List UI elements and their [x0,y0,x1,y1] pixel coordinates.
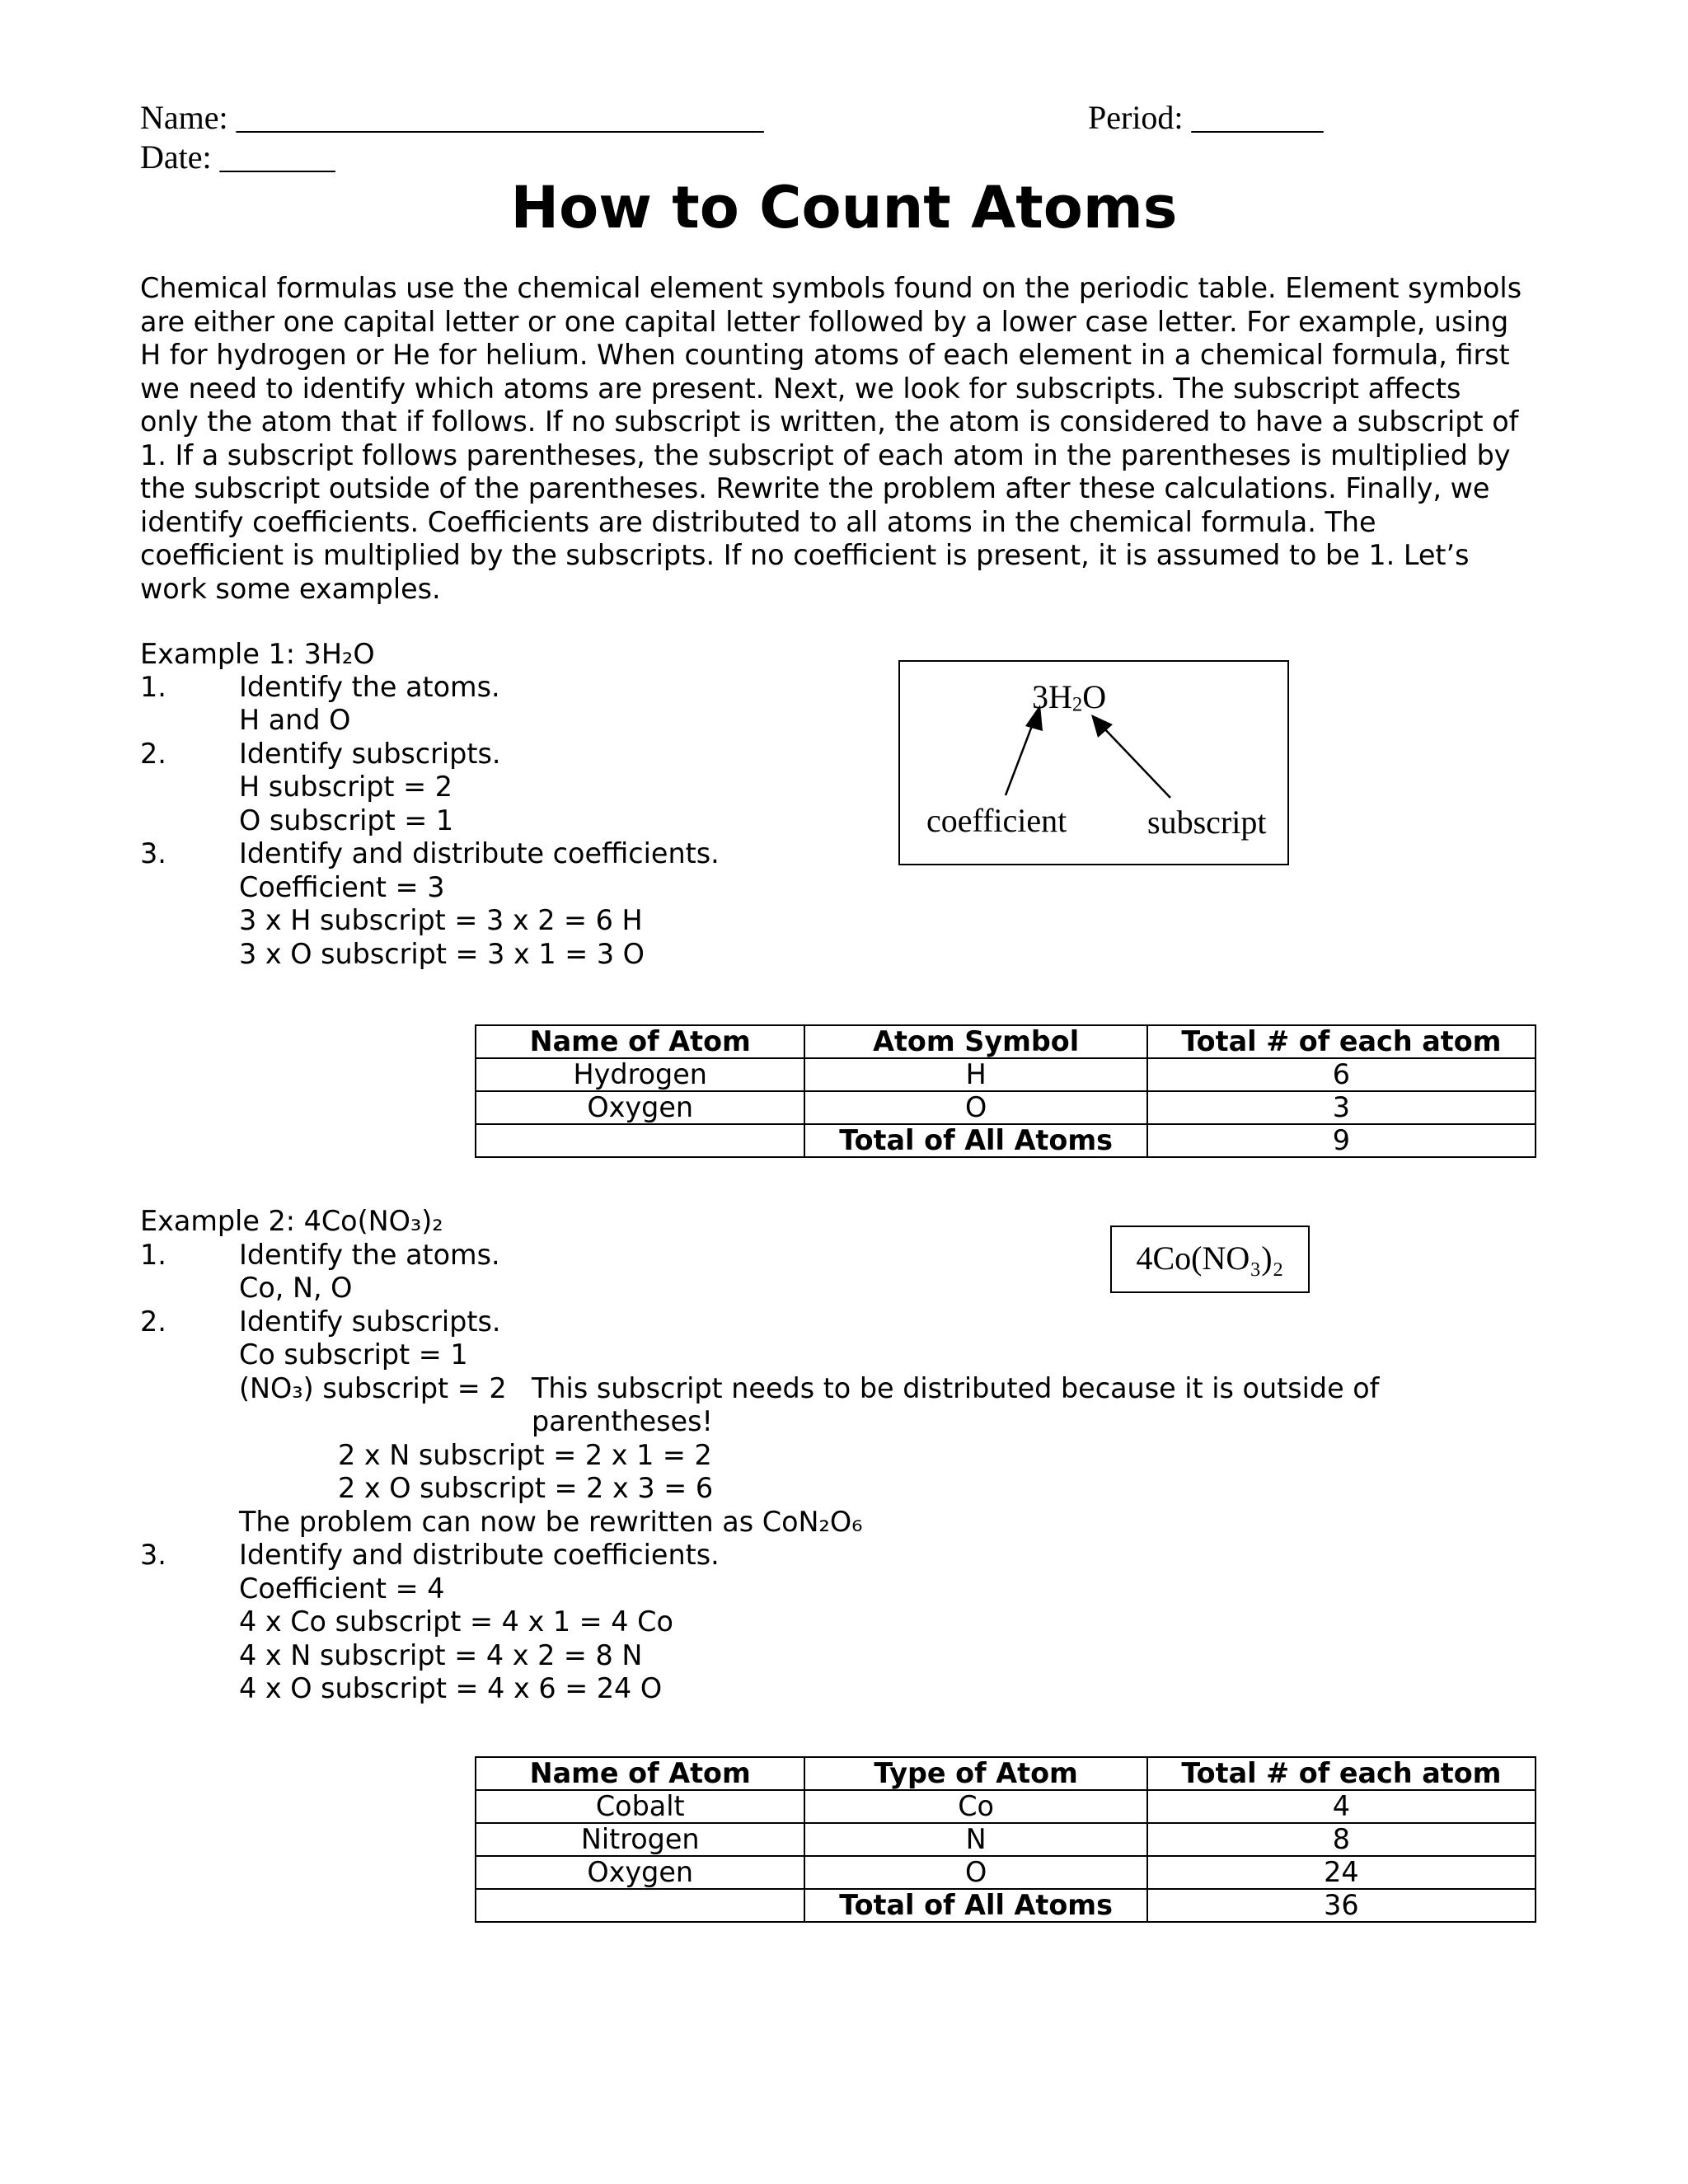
step-number: 1. [140,671,166,703]
table-total-row [476,1124,1536,1157]
page-title: How to Count Atoms [510,174,1178,241]
intro-line: are either one capital letter or one capital letter followed by a lower case letter. For example, using [140,305,1509,338]
coefficient-arrow [1006,719,1034,795]
table-cell-empty [476,1889,804,1922]
step-note: This subscript needs to be distributed because it is outside of [532,1372,1380,1404]
table-cell: O [804,1091,1146,1124]
intro-line: Chemical formulas use the chemical element symbols found on the periodic table. Element symbols [140,272,1522,304]
step-number: 1. [140,1239,166,1271]
table-cell: N [804,1823,1146,1856]
intro-line: work some examples. [140,572,441,605]
formula-diagram [898,660,1289,865]
date-field [140,138,335,176]
subscript-label: subscript [1147,804,1267,841]
table-cell: Oxygen [476,1856,804,1889]
period-blank[interactable]: ________ [1191,99,1324,136]
step-detail: Coefficient = 3 [239,871,445,903]
table-cell: 3 [1147,1091,1536,1124]
table-cell: Hydrogen [476,1058,804,1091]
formula-end: O [1082,678,1107,715]
step-text: Identify subscripts. [239,1305,501,1338]
step-calc: 2 x O subscript = 2 x 3 = 6 [338,1472,714,1504]
formula-main: 3H [1032,678,1072,715]
table-header: Atom Symbol [804,1025,1146,1058]
coefficient-label: coefficient [926,802,1067,839]
formula-box-text: 4Co(NO₃)₂ [1136,1240,1284,1277]
table-total-row [476,1889,1536,1922]
step-number: 3. [140,837,166,869]
name-field [140,99,764,137]
name-label: Name: [140,99,228,136]
step-detail: H subscript = 2 [239,771,452,803]
table-cell: H [804,1058,1146,1091]
example-2-table [475,1756,1536,1923]
step-detail: O subscript = 1 [239,804,454,837]
table-cell: Cobalt [476,1790,804,1823]
step-detail: (NO₃) subscript = 2 [239,1372,507,1404]
intro-line: only the atom that if follows. If no subscript is written, the atom is considered to have a subscript of [140,405,1519,438]
table-header: Name of Atom [476,1757,804,1790]
date-blank[interactable]: _______ [219,138,335,176]
step-detail: 3 x H subscript = 3 x 2 = 6 H [239,904,643,936]
table-header: Total # of each atom [1147,1757,1536,1790]
step-detail: 4 x Co subscript = 4 x 1 = 4 Co [239,1605,673,1638]
table-cell: 8 [1147,1823,1536,1856]
table-cell: Co [804,1790,1146,1823]
table-row [476,1856,1536,1889]
formula-sub: 2 [1071,693,1083,716]
period-field [1088,99,1324,137]
step-number: 2. [140,1305,166,1338]
step-text: Identify the atoms. [239,1239,500,1271]
step-detail: Co subscript = 1 [239,1338,468,1371]
step-detail: 3 x O subscript = 3 x 1 = 3 O [239,938,645,970]
step-detail: Coefficient = 4 [239,1572,445,1605]
table-row [476,1091,1536,1124]
intro-line: the subscript outside of the parentheses. Rewrite the problem after these calculations. Finally, we [140,472,1490,504]
step-detail: Co, N, O [239,1272,353,1304]
name-blank[interactable]: ________________________________ [236,99,764,136]
total-value: 9 [1147,1124,1536,1157]
step-text: Identify and distribute coefficients. [239,1539,720,1571]
total-value: 36 [1147,1889,1536,1922]
table-header: Type of Atom [804,1757,1146,1790]
table-cell: 4 [1147,1790,1536,1823]
intro-line: we need to identify which atoms are present. Next, we look for subscripts. The subscript affects [140,372,1461,405]
table-cell: Nitrogen [476,1823,804,1856]
step-text: Identify subscripts. [239,738,501,770]
step-note: parentheses! [532,1405,713,1437]
example-1-table [475,1024,1536,1158]
intro-line: coefficient is multiplied by the subscripts. If no coefficient is present, it is assumed to be 1. Let’s [140,539,1470,571]
total-label: Total of All Atoms [804,1889,1146,1922]
example-2-heading: Example 2: 4Co(NO₃)₂ [140,1205,443,1237]
table-cell: 6 [1147,1058,1536,1091]
step-text: Identify the atoms. [239,671,500,703]
table-cell: O [804,1856,1146,1889]
step-calc: 2 x N subscript = 2 x 1 = 2 [338,1439,712,1471]
intro-line: H for hydrogen or He for helium. When counting atoms of each element in a chemical formula, first [140,339,1510,371]
subscript-arrow [1102,726,1170,798]
step-number: 3. [140,1539,166,1571]
table-header: Total # of each atom [1147,1025,1536,1058]
intro-paragraph [140,272,1558,606]
table-header: Name of Atom [476,1025,804,1058]
table-cell: 24 [1147,1856,1536,1889]
total-label: Total of All Atoms [804,1124,1146,1157]
diagram-formula [1032,678,1106,716]
intro-line: identify coefficients. Coefficients are distributed to all atoms in the chemical formula. The [140,505,1376,538]
step-detail: The problem can now be rewritten as CoN₂O₆ [239,1506,863,1538]
table-header-row [476,1025,1536,1058]
step-number: 2. [140,738,166,770]
table-cell-empty [476,1124,804,1157]
step-detail: 4 x O subscript = 4 x 6 = 24 O [239,1672,663,1704]
step-text: Identify and distribute coefficients. [239,837,720,869]
formula-box [1110,1226,1310,1293]
period-label: Period: [1088,99,1184,136]
table-header-row [476,1757,1536,1790]
intro-line: 1. If a subscript follows parentheses, the subscript of each atom in the parentheses is multiplied by [140,438,1511,471]
step-detail: 4 x N subscript = 4 x 2 = 8 N [239,1639,643,1671]
table-cell: Oxygen [476,1091,804,1124]
step-detail: H and O [239,704,351,736]
date-label: Date: [140,138,212,176]
table-row [476,1790,1536,1823]
example-1-heading: Example 1: 3H₂O [140,638,375,670]
table-row [476,1823,1536,1856]
table-row [476,1058,1536,1091]
